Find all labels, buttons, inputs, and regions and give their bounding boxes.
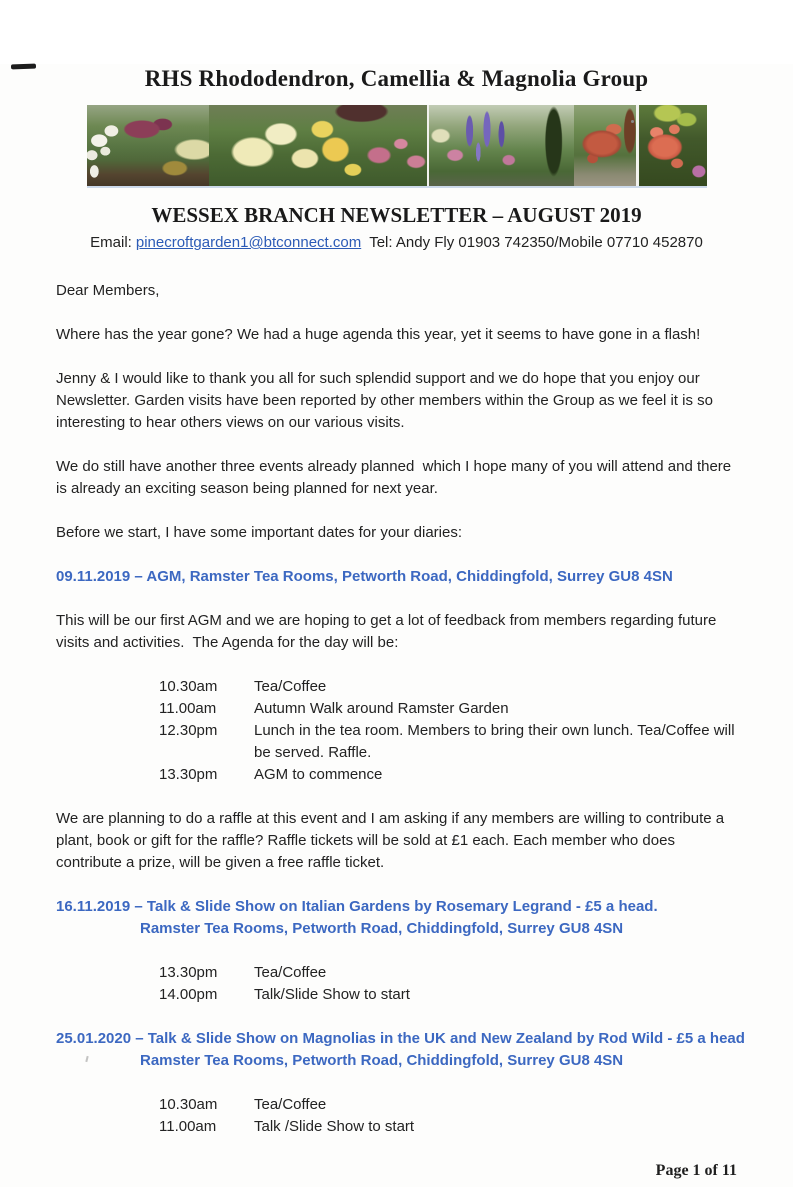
garden-photo-orange-azalea (574, 105, 639, 186)
agenda-row (159, 676, 737, 698)
garden-photo-yellow-rhododendrons (209, 105, 427, 186)
agm-intro-paragraph: This will be our first AGM and we are hoping to get a lot of feedback from members regarding future visits and activities. The Agenda for the day will be: (56, 612, 721, 651)
agenda-row (159, 1116, 737, 1138)
raffle-note-paragraph: We are planning to do a raffle at this event and I am asking if any members are willing to contribute a plant, book or gift for the raffle? Raffle tickets will be sold at £1 each. Each member who does contribute a prize, will be given a free raffle ticket. (56, 810, 729, 871)
garden-photo-strip (87, 105, 707, 188)
event-date-line: 25.01.2020 – Talk & Slide Show on Magnolias in the UK and New Zealand by Rod Wild - £5 a head (56, 1030, 745, 1047)
salutation: Dear Members, (56, 282, 160, 299)
newsletter-page (0, 64, 793, 1187)
agenda-time: 10.30am (159, 1096, 218, 1113)
event-venue-line: Ramster Tea Rooms, Petworth Road, Chiddingfold, Surrey GU8 4SN (140, 920, 624, 937)
agenda-desc: Tea/Coffee (254, 1096, 327, 1113)
agenda-row (159, 984, 737, 1006)
agenda-desc: Tea/Coffee (254, 678, 327, 695)
agenda-time: 13.30pm (159, 766, 218, 783)
agenda-row (159, 1094, 737, 1116)
event-date-line: 16.11.2019 – Talk & Slide Show on Italian Gardens by Rosemary Legrand - £5 a head. (56, 898, 658, 915)
agenda-desc: Autumn Walk around Ramster Garden (254, 700, 509, 717)
agenda-desc: AGM to commence (254, 766, 383, 783)
agenda-desc: Tea/Coffee (254, 964, 327, 981)
garden-photo-delphiniums-conifer (427, 105, 574, 186)
agenda-time: 10.30am (159, 678, 218, 695)
paragraph-more-events: We do still have another three events already planned which I hope many of you will attend and there is already an exciting season being planned for next year. (56, 458, 736, 497)
telephone-info: Tel: Andy Fly 01903 742350/Mobile 07710 452870 (369, 234, 703, 251)
agenda-row (159, 962, 737, 984)
email-link[interactable]: pinecroftgarden1@btconnect.com (135, 234, 362, 251)
agenda-desc: Talk /Slide Show to start (254, 1118, 415, 1135)
agenda-row (159, 720, 737, 764)
agenda-time: 13.30pm (159, 964, 218, 981)
scan-artifact-mark (11, 64, 36, 70)
email-label: Email: (90, 234, 132, 251)
event-date-line: 09.11.2019 – AGM, Ramster Tea Rooms, Petworth Road, Chiddingfold, Surrey GU8 4SN (56, 568, 673, 585)
agenda-time: 11.00am (159, 700, 217, 717)
garden-photo-white-magenta (87, 105, 209, 186)
italian-gardens-agenda-list (159, 962, 737, 1006)
magnolias-agenda-list (159, 1094, 737, 1138)
newsletter-title: WESSEX BRANCH NEWSLETTER – AUGUST 2019 (151, 203, 642, 227)
paragraph-thanks: Jenny & I would like to thank you all for such splendid support and we do hope that you enjoy our Newsletter. Garden visits have been reported by other members within the Group as we feel it is so interesting to hear others views on our various visits. (56, 370, 718, 431)
group-title: RHS Rhododendron, Camellia & Magnolia Group (144, 66, 649, 91)
agenda-desc: Talk/Slide Show to start (254, 986, 410, 1003)
contact-line (56, 232, 737, 254)
agenda-time: 11.00am (159, 1118, 217, 1135)
paragraph-year-gone: Where has the year gone? We had a huge agenda this year, yet it seems to have gone in a flash! (56, 326, 701, 343)
event-heading-magnolias (56, 1028, 745, 1072)
agenda-row (159, 698, 737, 720)
agm-agenda-list (159, 676, 737, 786)
page-number: Page 1 of 11 (655, 1162, 737, 1179)
event-heading-italian-gardens (56, 896, 737, 940)
event-heading-agm (56, 566, 737, 588)
letter-body (56, 280, 745, 1182)
paragraph-important-dates: Before we start, I have some important dates for your diaries: (56, 524, 463, 541)
agenda-time: 12.30pm (159, 722, 218, 739)
agenda-time: 14.00pm (159, 986, 218, 1003)
garden-photo-salmon-azalea (639, 105, 707, 186)
agenda-row (159, 764, 737, 786)
scan-artifact-dot (631, 120, 634, 123)
event-venue-line: Ramster Tea Rooms, Petworth Road, Chiddingfold, Surrey GU8 4SN (140, 1052, 624, 1069)
agenda-desc: Lunch in the tea room. Members to bring their own lunch. Tea/Coffee will be served. Raffle. (254, 722, 735, 761)
